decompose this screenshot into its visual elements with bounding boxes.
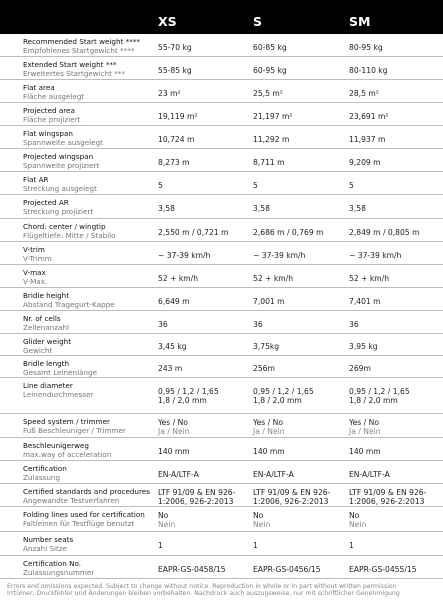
cell-value: 256m <box>253 364 275 373</box>
cell-sm <box>349 297 381 306</box>
row-label-de: Erweitertes Startgewicht *** <box>23 68 126 78</box>
cell-value: 10,724 m <box>158 134 195 144</box>
row-label-en: Chord: center / wingtip <box>23 222 106 231</box>
row-label-en: Speed system / trimmer <box>23 417 110 426</box>
cell-value: Yes / No <box>158 418 188 427</box>
cell-sm <box>349 418 381 437</box>
cell-value: 3,58 <box>158 204 175 213</box>
cell-sm <box>349 251 401 260</box>
cell-value: 1 <box>253 541 258 550</box>
cell-s <box>253 89 283 98</box>
cell-xs <box>158 112 197 121</box>
cell-xs <box>158 541 163 550</box>
cell-s <box>253 181 258 190</box>
table-row <box>0 378 443 414</box>
table-row <box>0 484 443 507</box>
table-row <box>0 507 443 532</box>
cell-sm <box>349 511 366 530</box>
table-row <box>0 149 443 172</box>
spec-table <box>0 34 443 579</box>
cell-value: 8,273 m <box>158 157 190 167</box>
row-label-de: Gewicht <box>23 345 53 355</box>
cell-value: 36 <box>158 319 168 329</box>
cell-s <box>253 135 289 144</box>
cell-sm <box>349 342 378 351</box>
column-header-xs: XS <box>158 14 177 29</box>
cell-value: EAPR-GS-0458/15 <box>158 564 226 574</box>
cell-value: 21,197 m² <box>253 111 293 121</box>
cell-value: 36 <box>349 319 359 329</box>
cell-xs <box>158 320 168 329</box>
cell-value-secondary: Ja / Nein <box>253 427 285 437</box>
table-row <box>0 532 443 556</box>
row-label <box>23 246 153 263</box>
cell-value-secondary: Nein <box>349 520 367 530</box>
cell-value: 1 <box>349 541 354 550</box>
cell-value: 52 + km/h <box>158 273 199 283</box>
cell-value-secondary: 1:2006, 926-2:2013 <box>158 497 234 507</box>
cell-sm <box>349 228 420 237</box>
row-label <box>23 442 153 459</box>
cell-xs <box>158 387 219 406</box>
cell-value: No <box>253 511 264 520</box>
cell-value: 5 <box>349 180 354 190</box>
cell-xs <box>158 181 163 190</box>
cell-xs <box>158 342 187 351</box>
cell-value: 5 <box>253 180 258 190</box>
row-label-en: Recommended Start weight **** <box>23 37 140 46</box>
row-label-en: Certification No. <box>23 559 82 568</box>
row-label-en: Projected area <box>23 106 75 115</box>
cell-value: 3,45 kg <box>158 342 187 351</box>
disclaimer-en: Errors and omissions expected. Subject to change without notice. Reproduction in whole or in part without written permission <box>7 583 397 590</box>
cell-value: 9,209 m <box>349 157 381 167</box>
cell-xs <box>158 204 175 213</box>
cell-value: 2,686 m / 0,769 m <box>253 227 324 237</box>
cell-s <box>253 418 285 437</box>
cell-xs <box>158 66 192 75</box>
row-label <box>23 107 153 124</box>
row-label-en: Bridle height <box>23 291 70 300</box>
row-label-de: Anzahl Sitze <box>23 543 68 553</box>
row-label-en: Number seats <box>23 535 74 544</box>
row-label <box>23 292 153 309</box>
cell-value: 55-85 kg <box>158 65 192 75</box>
cell-value-secondary: Ja / Nein <box>158 427 190 437</box>
cell-value: Yes / No <box>349 418 379 427</box>
cell-s <box>253 470 294 479</box>
cell-value: 36 <box>253 319 263 329</box>
cell-s <box>253 158 285 167</box>
cell-value: ~ 37-39 km/h <box>158 250 211 260</box>
cell-value: ~ 37-39 km/h <box>253 250 306 260</box>
row-label-de: V-Trimm <box>23 253 52 263</box>
cell-s <box>253 112 292 121</box>
row-label <box>23 153 153 170</box>
row-label-de: Streckung projiziert <box>23 206 94 216</box>
row-label-de: Zulassung <box>23 472 61 482</box>
cell-value: 0,95 / 1,2 / 1,65 <box>253 386 314 396</box>
cell-sm <box>349 565 417 574</box>
cell-xs <box>158 418 190 437</box>
row-label-en: V-trim <box>23 245 45 254</box>
row-label <box>23 61 153 78</box>
row-label-de: Fuß Beschleuniger / Trimmer <box>23 425 126 435</box>
row-label <box>23 488 153 505</box>
cell-sm <box>349 364 371 373</box>
table-row <box>0 57 443 80</box>
row-label <box>23 465 153 482</box>
cell-value: 8,711 m <box>253 157 285 167</box>
row-label-de: Fläche ausgelegt <box>23 91 85 101</box>
cell-xs <box>158 447 190 456</box>
row-label-de: Spannweite ausgelegt <box>23 137 103 147</box>
row-label <box>23 223 153 240</box>
cell-sm <box>349 541 354 550</box>
table-row <box>0 311 443 334</box>
table-row <box>0 356 443 378</box>
cell-s <box>253 228 324 237</box>
row-label-de: V-Max. <box>23 276 48 286</box>
cell-value: 3,95 kg <box>349 342 378 351</box>
cell-value-secondary: Ja / Nein <box>349 427 381 437</box>
row-label-en: Projected AR <box>23 198 69 207</box>
cell-value: 5 <box>158 180 163 190</box>
cell-value: 269m <box>349 364 371 373</box>
row-label <box>23 360 153 377</box>
cell-sm <box>349 158 381 167</box>
row-label-en: Glider weight <box>23 337 72 346</box>
cell-value: 7,401 m <box>349 296 381 306</box>
cell-value: 55-70 kg <box>158 42 192 52</box>
cell-xs <box>158 158 190 167</box>
row-label <box>23 269 153 286</box>
row-label <box>23 382 153 399</box>
cell-sm <box>349 43 383 52</box>
row-label <box>23 176 153 193</box>
cell-xs <box>158 511 175 530</box>
cell-s <box>253 43 287 52</box>
cell-value: 11,937 m <box>349 134 386 144</box>
row-label-de: max.way of acceleration <box>23 449 112 459</box>
cell-xs <box>158 488 235 507</box>
row-label <box>23 38 153 55</box>
cell-sm <box>349 447 381 456</box>
row-label-en: Certification <box>23 464 67 473</box>
cell-value-secondary: 1,8 / 2,0 mm <box>349 395 398 405</box>
cell-xs <box>158 228 229 237</box>
footer-disclaimer <box>0 583 443 600</box>
cell-value: 52 + km/h <box>253 273 294 283</box>
cell-s <box>253 565 321 574</box>
cell-value: 23 m² <box>158 88 181 98</box>
cell-xs <box>158 89 181 98</box>
cell-s <box>253 447 285 456</box>
cell-value: 140 mm <box>158 446 190 456</box>
table-row <box>0 126 443 149</box>
cell-xs <box>158 274 198 283</box>
cell-value: 0,95 / 1,2 / 1,65 <box>158 386 219 396</box>
row-label <box>23 536 153 553</box>
cell-value: 6,649 m <box>158 296 190 306</box>
cell-sm <box>349 66 388 75</box>
row-label-en: Projected wingspan <box>23 152 94 161</box>
cell-s <box>253 387 314 406</box>
cell-sm <box>349 470 390 479</box>
table-row <box>0 219 443 242</box>
cell-sm <box>349 181 354 190</box>
cell-value: 52 + km/h <box>349 273 390 283</box>
cell-value: 25,5 m² <box>253 88 283 98</box>
column-header-s: S <box>253 14 263 29</box>
cell-value: 3,58 <box>349 204 366 213</box>
cell-xs <box>158 251 210 260</box>
row-label <box>23 84 153 101</box>
cell-s <box>253 297 285 306</box>
cell-s <box>253 541 258 550</box>
row-label-de: Streckung ausgelegt <box>23 183 97 193</box>
row-label-de: Flügeltiefe: Mitte / Stabilo <box>23 230 116 240</box>
disclaimer-de: Irrtümer, Druckfehler und Änderungen bleiben vorbehalten. Nachdruck auch auszugsweise, nur mit schriftlicher Genehmigung <box>7 590 400 598</box>
row-label-de: Gesamt Leinenlänge <box>23 367 98 377</box>
table-row <box>0 172 443 195</box>
row-label <box>23 418 153 435</box>
row-label-de: Fläche projiziert <box>23 114 81 124</box>
cell-value: 3,75kg <box>253 342 280 351</box>
cell-value: 0,95 / 1,2 / 1,65 <box>349 386 410 396</box>
table-row <box>0 80 443 103</box>
table-header <box>0 0 443 34</box>
cell-s <box>253 204 270 213</box>
row-label-en: Flat wingspan <box>23 129 73 138</box>
cell-s <box>253 66 287 75</box>
cell-value: 1 <box>158 541 163 550</box>
cell-value: Yes / No <box>253 418 283 427</box>
cell-xs <box>158 297 190 306</box>
row-label-de: Abstand Tragegurt-Kappe <box>23 299 115 309</box>
cell-sm <box>349 274 389 283</box>
cell-value: ~ 37-39 km/h <box>349 250 402 260</box>
table-row <box>0 438 443 461</box>
cell-value: EN-A/LTF-A <box>253 469 294 479</box>
row-label-de: Zellenanzahl <box>23 322 70 332</box>
cell-xs <box>158 470 199 479</box>
cell-s <box>253 364 275 373</box>
cell-value: EN-A/LTF-A <box>349 469 390 479</box>
cell-value: 60-85 kg <box>253 42 287 52</box>
row-label-en: Flat area <box>23 83 55 92</box>
row-label-en: Bridle length <box>23 359 70 368</box>
cell-value: 140 mm <box>349 446 381 456</box>
row-label-en: Flat AR <box>23 175 49 184</box>
row-label <box>23 315 153 332</box>
cell-value: 243 m <box>158 364 183 373</box>
cell-s <box>253 342 279 351</box>
cell-value: 23,691 m² <box>349 111 389 121</box>
row-label-en: Nr. of cells <box>23 314 61 323</box>
cell-value: LTF 91/09 & EN 926- <box>253 488 331 497</box>
cell-s <box>253 488 330 507</box>
column-header-sm: SM <box>349 14 371 29</box>
cell-sm <box>349 112 388 121</box>
row-label-de: Faltleinen für Testflüge benutzt <box>23 518 135 528</box>
table-row <box>0 414 443 438</box>
table-row <box>0 556 443 579</box>
cell-sm <box>349 320 359 329</box>
row-label-de: Empfohlenes Startgewicht **** <box>23 45 135 55</box>
cell-value: 60-95 kg <box>253 65 287 75</box>
cell-s <box>253 320 263 329</box>
cell-value: 28,5 m² <box>349 88 379 98</box>
cell-sm <box>349 135 385 144</box>
cell-value: EAPR-GS-0455/15 <box>349 564 417 574</box>
cell-value-secondary: 1,8 / 2,0 mm <box>158 395 207 405</box>
cell-value: LTF 91/09 & EN 926- <box>158 488 236 497</box>
table-row <box>0 242 443 265</box>
row-label <box>23 130 153 147</box>
cell-sm <box>349 488 426 507</box>
row-label-en: V-max <box>23 268 46 277</box>
table-row <box>0 103 443 126</box>
row-label <box>23 560 153 577</box>
cell-sm <box>349 204 366 213</box>
row-label-de: Angewandte Testverfahren <box>23 495 120 505</box>
table-row <box>0 195 443 219</box>
table-row <box>0 34 443 57</box>
row-label-en: Certified standards and procedures <box>23 487 150 496</box>
cell-value: EN-A/LTF-A <box>158 469 199 479</box>
cell-value: 140 mm <box>253 446 285 456</box>
cell-value: LTF 91/09 & EN 926- <box>349 488 427 497</box>
row-label-en: Folding lines used for certification <box>23 510 145 519</box>
cell-value: EAPR-GS-0456/15 <box>253 564 321 574</box>
cell-value: 2,849 m / 0,805 m <box>349 227 420 237</box>
cell-value: 11,292 m <box>253 134 290 144</box>
row-label-en: Beschleunigerweg <box>23 441 89 450</box>
cell-s <box>253 274 293 283</box>
cell-value: 7,001 m <box>253 296 285 306</box>
row-label-de: Leinendurchmesser <box>23 389 94 399</box>
cell-sm <box>349 387 410 406</box>
cell-value-secondary: Nein <box>158 520 176 530</box>
row-label-de: Zulassungsnummer <box>23 567 95 577</box>
cell-xs <box>158 43 192 52</box>
cell-value: No <box>158 511 169 520</box>
cell-xs <box>158 135 194 144</box>
cell-s <box>253 511 270 530</box>
row-label-en: Line diameter <box>23 381 73 390</box>
row-label-de: Spannweite projiziert <box>23 160 100 170</box>
row-label <box>23 338 153 355</box>
cell-value: 3,58 <box>253 204 270 213</box>
cell-value: 80-95 kg <box>349 42 383 52</box>
cell-sm <box>349 89 379 98</box>
table-row <box>0 334 443 356</box>
cell-value: 2,550 m / 0,721 m <box>158 227 229 237</box>
cell-value: 19,119 m² <box>158 111 198 121</box>
row-label-en: Extended Start weight *** <box>23 60 117 69</box>
cell-s <box>253 251 305 260</box>
table-row <box>0 461 443 484</box>
cell-value: 80-110 kg <box>349 65 388 75</box>
row-label <box>23 511 153 528</box>
cell-value-secondary: Nein <box>253 520 271 530</box>
cell-value-secondary: 1:2006, 926-2:2013 <box>253 497 329 507</box>
cell-xs <box>158 364 182 373</box>
row-label <box>23 199 153 216</box>
table-row <box>0 265 443 288</box>
cell-value-secondary: 1:2006, 926-2:2013 <box>349 497 425 507</box>
cell-xs <box>158 565 226 574</box>
cell-value: No <box>349 511 360 520</box>
cell-value-secondary: 1,8 / 2,0 mm <box>253 395 302 405</box>
table-row <box>0 288 443 311</box>
